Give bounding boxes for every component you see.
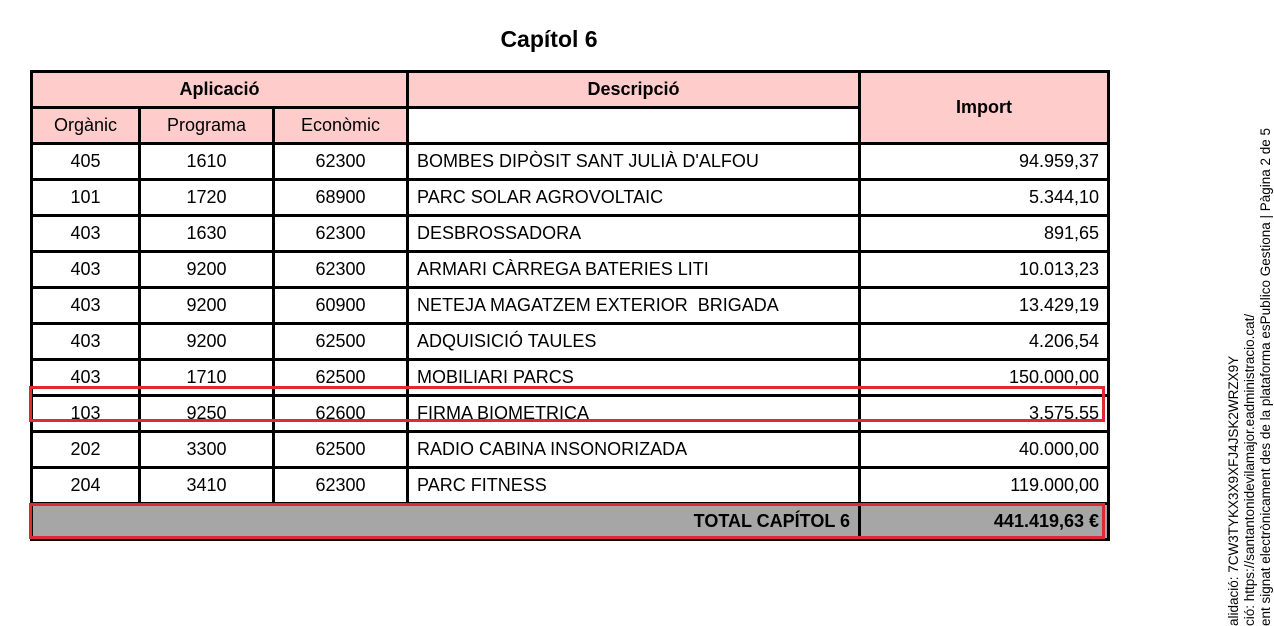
page-title: Capítol 6: [500, 26, 598, 52]
cell-programa: 1610: [140, 144, 274, 180]
table-row: [32, 432, 1109, 468]
signature-sidebar: [1226, 66, 1274, 626]
header-programa: Programa: [140, 108, 274, 144]
cell-descripcio: MOBILIARI PARCS: [408, 360, 860, 396]
cell-descripcio: PARC SOLAR AGROVOLTAIC: [408, 180, 860, 216]
table-row: [32, 468, 1109, 504]
verification-url: ció: https://santantonidevilamajor.eadministracio.cat/: [1242, 313, 1257, 626]
cell-import: 40.000,00: [860, 432, 1109, 468]
cell-import: 10.013,23: [860, 252, 1109, 288]
cell-organic: 403: [32, 252, 140, 288]
cell-import: 4.206,54: [860, 324, 1109, 360]
cell-programa: 9250: [140, 396, 274, 432]
table-row: [32, 288, 1109, 324]
cell-descripcio: PARC FITNESS: [408, 468, 860, 504]
table-row: [32, 144, 1109, 180]
header-aplicacio: Aplicació: [32, 72, 408, 108]
cell-organic: 103: [32, 396, 140, 432]
cell-descripcio: BOMBES DIPÒSIT SANT JULIÀ D'ALFOU: [408, 144, 860, 180]
table-row: [32, 216, 1109, 252]
cell-economic: 62300: [274, 252, 408, 288]
table-row: [32, 396, 1109, 432]
cell-economic: 62500: [274, 360, 408, 396]
cell-import: 891,65: [860, 216, 1109, 252]
cell-organic: 403: [32, 216, 140, 252]
cell-descripcio: ARMARI CÀRREGA BATERIES LITI: [408, 252, 860, 288]
header-descripcio: Descripció: [408, 72, 860, 108]
header-economic: Econòmic: [274, 108, 408, 144]
header-organic: Orgànic: [32, 108, 140, 144]
cell-descripcio: ADQUISICIÓ TAULES: [408, 324, 860, 360]
total-value: 441.419,63 €: [860, 504, 1109, 540]
total-label: TOTAL CAPÍTOL 6: [32, 504, 860, 540]
cell-programa: 9200: [140, 288, 274, 324]
cell-economic: 62300: [274, 144, 408, 180]
cell-descripcio: RADIO CABINA INSONORIZADA: [408, 432, 860, 468]
cell-organic: 403: [32, 324, 140, 360]
cell-economic: 62500: [274, 324, 408, 360]
cell-import: 5.344,10: [860, 180, 1109, 216]
cell-economic: 68900: [274, 180, 408, 216]
cell-organic: 403: [32, 288, 140, 324]
cell-descripcio: NETEJA MAGATZEM EXTERIOR BRIGADA: [408, 288, 860, 324]
cell-descripcio: DESBROSSADORA: [408, 216, 860, 252]
cell-programa: 1720: [140, 180, 274, 216]
cell-economic: 62500: [274, 432, 408, 468]
cell-economic: 62300: [274, 216, 408, 252]
table-row: [32, 324, 1109, 360]
total-row: [32, 504, 1109, 540]
cell-programa: 3410: [140, 468, 274, 504]
header-import: Import: [860, 72, 1109, 144]
cell-import: 3.575,55: [860, 396, 1109, 432]
cell-organic: 204: [32, 468, 140, 504]
cell-import: 13.429,19: [860, 288, 1109, 324]
cell-programa: 9200: [140, 324, 274, 360]
cell-import: 94.959,37: [860, 144, 1109, 180]
cell-organic: 403: [32, 360, 140, 396]
cell-economic: 62600: [274, 396, 408, 432]
cell-programa: 3300: [140, 432, 274, 468]
cell-programa: 1710: [140, 360, 274, 396]
cell-programa: 1630: [140, 216, 274, 252]
cell-import: 119.000,00: [860, 468, 1109, 504]
cell-organic: 101: [32, 180, 140, 216]
table-row: [32, 360, 1109, 396]
signature-note: ent signat electrònicament des de la plataforma esPublico Gestiona | Pàgina 2 de 5: [1258, 127, 1273, 626]
validation-code: alidació: 7CW3TYKX3X9XFJ4JSK2WRZX9Y: [1226, 355, 1241, 626]
table-row: [32, 180, 1109, 216]
table-row: [32, 252, 1109, 288]
cell-economic: 62300: [274, 468, 408, 504]
cell-economic: 60900: [274, 288, 408, 324]
header-descripcio-blank: [408, 108, 860, 144]
cell-programa: 9200: [140, 252, 274, 288]
chapter-table: [30, 70, 1110, 541]
cell-descripcio: FIRMA BIOMETRICA: [408, 396, 860, 432]
cell-import: 150.000,00: [860, 360, 1109, 396]
cell-organic: 405: [32, 144, 140, 180]
cell-organic: 202: [32, 432, 140, 468]
